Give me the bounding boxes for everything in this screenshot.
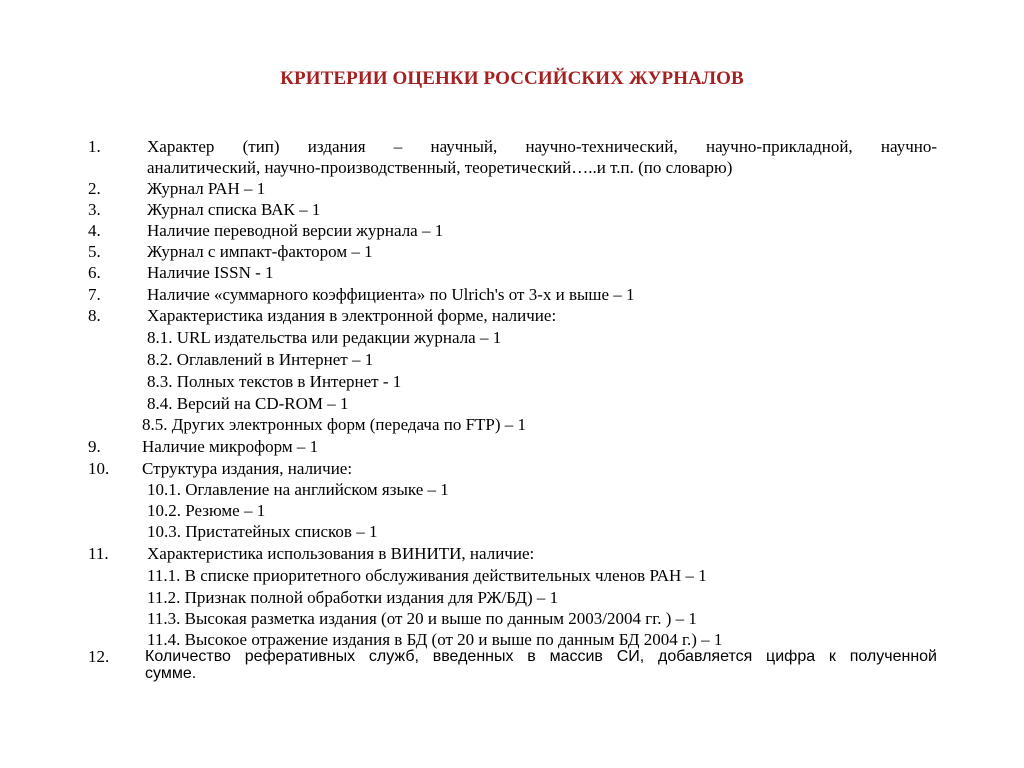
sub-item: 11.2. Признак полной обработки издания для РЖ/БД) – 1 — [147, 588, 559, 607]
item-text: Количество реферативных служб, введенных в массив СИ, добавляется цифра к полученной — [145, 648, 937, 665]
sub-item: 10.3. Пристатейных списков – 1 — [147, 522, 378, 541]
page-title: КРИТЕРИИ ОЦЕНКИ РОССИЙСКИХ ЖУРНАЛОВ — [280, 68, 744, 89]
item-text: Журнал списка ВАК – 1 — [147, 200, 321, 219]
item-number: 3. — [88, 200, 101, 219]
item-text: Наличие «суммарного коэффициента» по Ulrich's от 3-х и выше – 1 — [147, 285, 635, 304]
item-number: 7. — [88, 285, 101, 304]
sub-item: 11.4. Высокое отражение издания в БД (от 20 и выше по данным БД 2004 г.) – 1 — [147, 630, 723, 649]
item-text: Журнал РАН – 1 — [147, 179, 266, 198]
item-text-continuation: сумме. — [145, 665, 197, 682]
sub-item: 8.4. Версий на CD-ROM – 1 — [147, 394, 349, 413]
item-text-continuation: аналитический, научно-производственный, теоретический…..и т.п. (по словарю) — [147, 158, 733, 177]
item-number: 12. — [88, 647, 110, 666]
item-text: Журнал с импакт-фактором – 1 — [147, 242, 373, 261]
sub-item: 8.5. Других электронных форм (передача по FTP) – 1 — [142, 415, 527, 434]
item-text: Характеристика использования в ВИНИТИ, наличие: — [147, 544, 535, 563]
item-number: 8. — [88, 306, 101, 325]
sub-item: 10.2. Резюме – 1 — [147, 501, 266, 520]
item-text: Структура издания, наличие: — [142, 459, 353, 478]
item-text: Характеристика издания в электронной форме, наличие: — [147, 306, 557, 325]
item-number: 11. — [88, 544, 109, 563]
item-number: 6. — [88, 263, 101, 282]
item-number: 9. — [88, 437, 101, 456]
sub-item: 8.2. Оглавлений в Интернет – 1 — [147, 350, 374, 369]
sub-item: 11.3. Высокая разметка издания (от 20 и выше по данным 2003/2004 гг. ) – 1 — [147, 609, 697, 628]
item-number: 4. — [88, 221, 101, 240]
item-number: 5. — [88, 242, 101, 261]
item-number: 1. — [88, 137, 101, 156]
item-number: 2. — [88, 179, 101, 198]
item-number: 10. — [88, 459, 110, 478]
item-text: Характер (тип) издания – научный, научно-технический, научно-прикладной, научно- — [147, 137, 937, 156]
item-text: Наличие микроформ – 1 — [142, 437, 319, 456]
sub-item: 10.1. Оглавление на английском языке – 1 — [147, 480, 449, 499]
sub-item: 11.1. В списке приоритетного обслуживания действительных членов РАН – 1 — [147, 566, 707, 585]
sub-item: 8.3. Полных текстов в Интернет - 1 — [147, 372, 402, 391]
item-text: Наличие ISSN - 1 — [147, 263, 274, 282]
sub-item: 8.1. URL издательства или редакции журнала – 1 — [147, 328, 502, 347]
item-text: Наличие переводной версии журнала – 1 — [147, 221, 444, 240]
